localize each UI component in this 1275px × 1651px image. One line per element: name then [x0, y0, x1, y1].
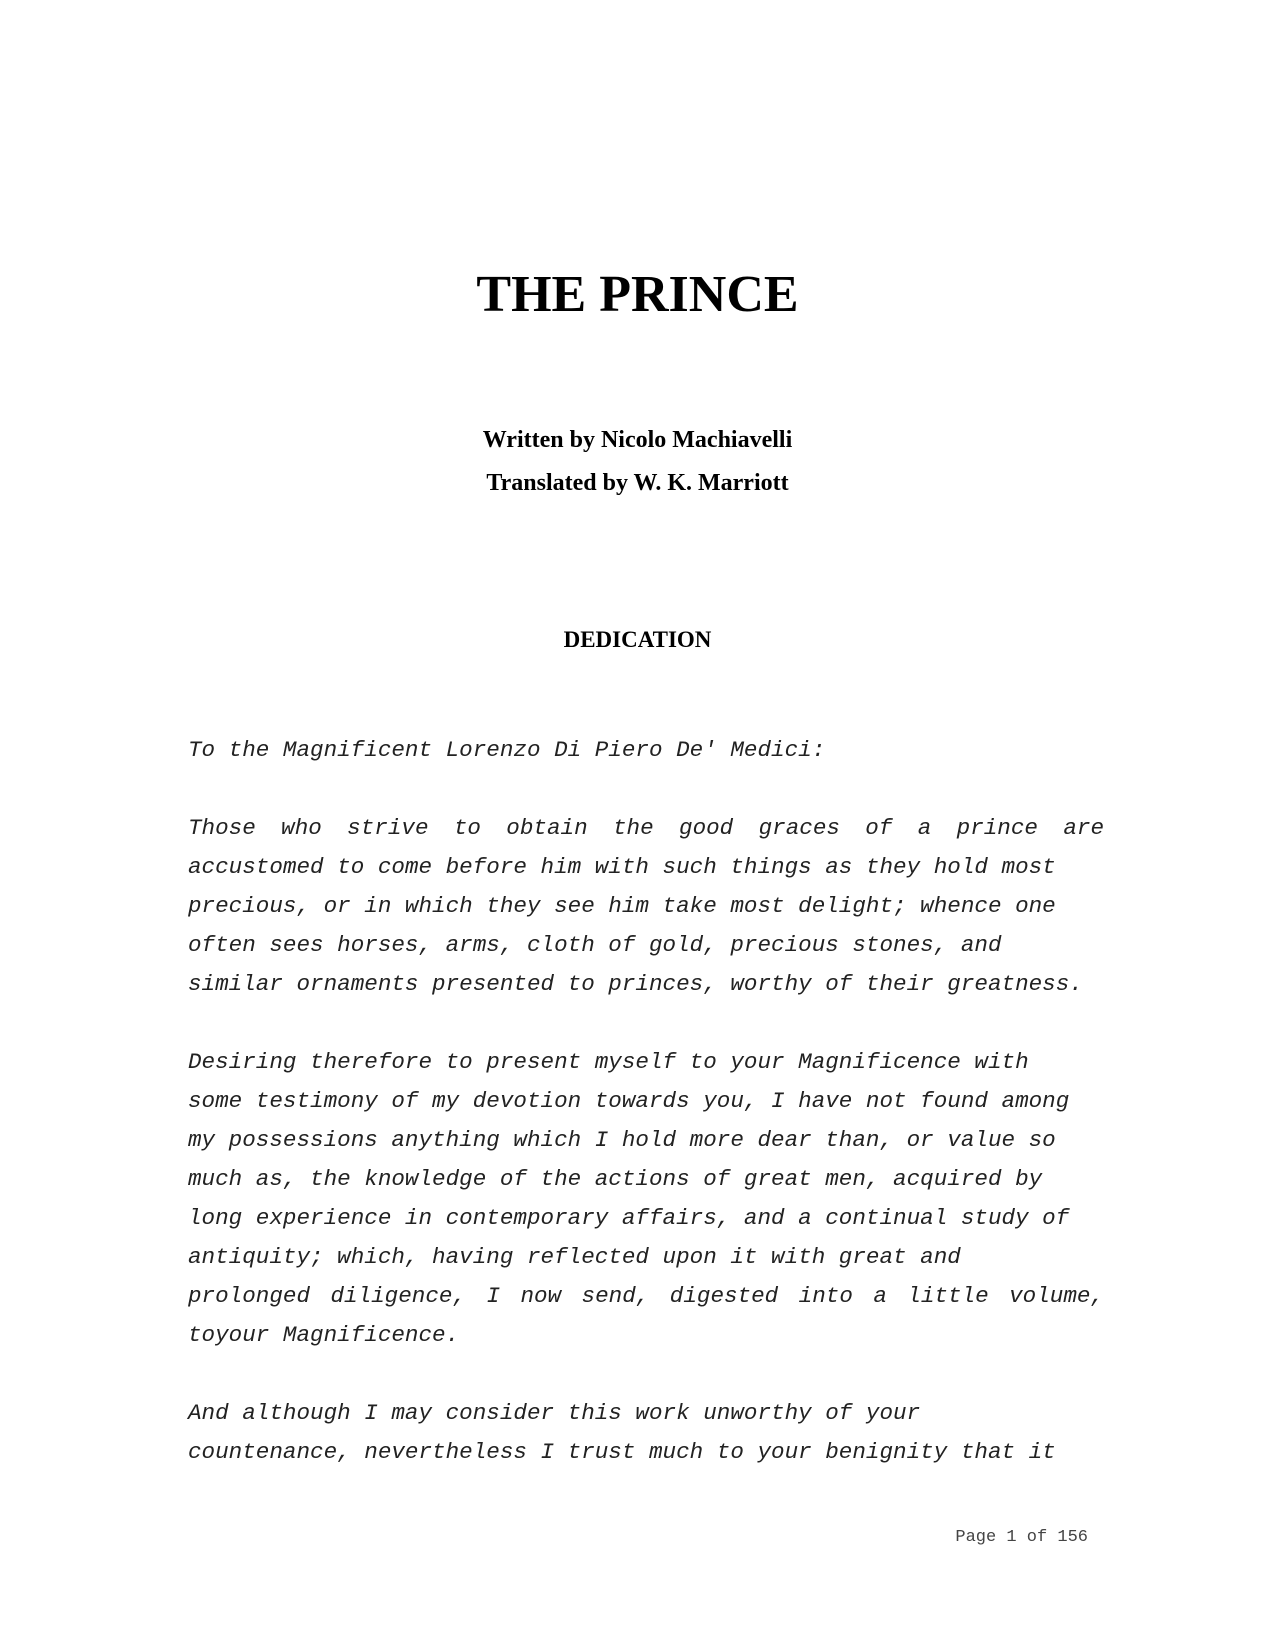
- paragraph: [188, 1394, 1104, 1472]
- text-line: precious, or in which they see him take most delight; whence one: [188, 893, 1056, 919]
- text-line: accustomed to come before him with such things as they hold most: [188, 854, 1056, 880]
- text-line: often sees horses, arms, cloth of gold, precious stones, and: [188, 932, 1002, 958]
- text-line: antiquity; which, having reflected upon it with great and: [188, 1244, 961, 1270]
- text-line: prolonged diligence, I now send, digested into a little volume,: [188, 1283, 1104, 1309]
- paragraph: [188, 809, 1104, 1004]
- text-line: countenance, nevertheless I trust much to your benignity that it: [188, 1439, 1056, 1465]
- section-heading: DEDICATION: [563, 627, 712, 652]
- salutation: To the Magnificent Lorenzo Di Piero De' Medici:: [188, 737, 826, 763]
- text-line: similar ornaments presented to princes, worthy of their greatness.: [188, 971, 1083, 997]
- paragraph: [188, 1043, 1104, 1355]
- text-line: toyour Magnificence.: [188, 1322, 460, 1348]
- text-line: And although I may consider this work unworthy of your: [188, 1400, 921, 1426]
- dedication-body: [188, 731, 1104, 1472]
- text-line: some testimony of my devotion towards you, I have not found among: [188, 1088, 1070, 1114]
- author-line: Written by Nicolo Machiavelli: [482, 427, 793, 453]
- text-line: my possessions anything which I hold more dear than, or value so: [188, 1127, 1056, 1153]
- page-number: Page 1 of 156: [955, 1528, 1088, 1547]
- text-line: long experience in contemporary affairs, and a continual study of: [188, 1205, 1070, 1231]
- document-title: THE PRINCE: [476, 266, 799, 323]
- translator-line: Translated by W. K. Marriott: [486, 470, 789, 496]
- text-line: Those who strive to obtain the good graces of a prince are: [188, 815, 1104, 841]
- text-line: Desiring therefore to present myself to your Magnificence with: [188, 1049, 1029, 1075]
- text-line: much as, the knowledge of the actions of great men, acquired by: [188, 1166, 1043, 1192]
